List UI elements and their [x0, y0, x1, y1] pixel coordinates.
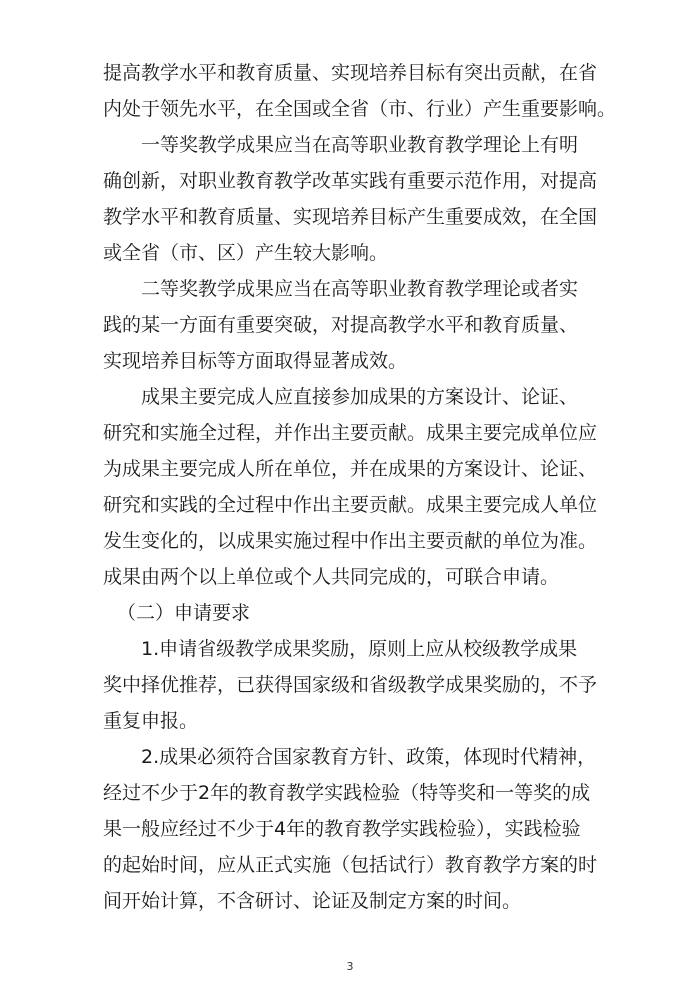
page-number: 3	[346, 960, 354, 973]
text-line: 重复申报。	[103, 710, 199, 732]
text-line: 间开始计算，不含研讨、论证及制定方案的时间。	[103, 890, 522, 912]
text-line: 为成果主要完成人所在单位，并在成果的方案设计、论证、	[103, 458, 598, 480]
text-line: 奖中择优推荐，已获得国家级和省级教学成果奖励的，不予	[103, 674, 598, 696]
text-line: 的起始时间，应从正式实施（包括试行）教育教学方案的时	[103, 854, 598, 876]
text-line: 教学水平和教育质量、实现培养目标产生重要成效，在全国	[103, 206, 598, 228]
text-line: 发生变化的，以成果实施过程中作出主要贡献的单位为准。	[103, 530, 598, 552]
text-line: 2.成果必须符合国家教育方针、政策，体现时代精神，	[141, 746, 597, 768]
text-line: 践的某一方面有重要突破，对提高教学水平和教育质量、	[103, 314, 579, 336]
text-line: 1.申请省级教学成果奖励，原则上应从校级教学成果	[141, 638, 578, 660]
text-line: 成果主要完成人应直接参加成果的方案设计、论证、	[141, 386, 579, 408]
text-line: 内处于领先水平，在全国或全省（市、行业）产生重要影响。	[103, 98, 617, 120]
text-line: 成果由两个以上单位或个人共同完成的，可联合申请。	[103, 566, 560, 588]
text-line: 或全省（市、区）产生较大影响。	[103, 242, 389, 264]
text-line: 果一般应经过不少于4年的教育教学实践检验），实践检验	[103, 818, 581, 840]
text-line: 实现培养目标等方面取得显著成效。	[103, 350, 408, 372]
text-line: 经过不少于2年的教育教学实践检验（特等奖和一等奖的成	[103, 782, 591, 804]
text-line: 二等奖教学成果应当在高等职业教育教学理论或者实	[141, 278, 579, 300]
text-line: 提高教学水平和教育质量、实现培养目标有突出贡献，在省	[103, 62, 598, 84]
text-line: 研究和实施全过程，并作出主要贡献。成果主要完成单位应	[103, 422, 598, 444]
text-line: 确创新，对职业教育教学改革实践有重要示范作用，对提高	[103, 170, 598, 192]
section-heading: （二）申请要求	[117, 602, 251, 624]
text-line: 一等奖教学成果应当在高等职业教育教学理论上有明	[141, 134, 579, 156]
text-line: 研究和实践的全过程中作出主要贡献。成果主要完成人单位	[103, 494, 598, 516]
